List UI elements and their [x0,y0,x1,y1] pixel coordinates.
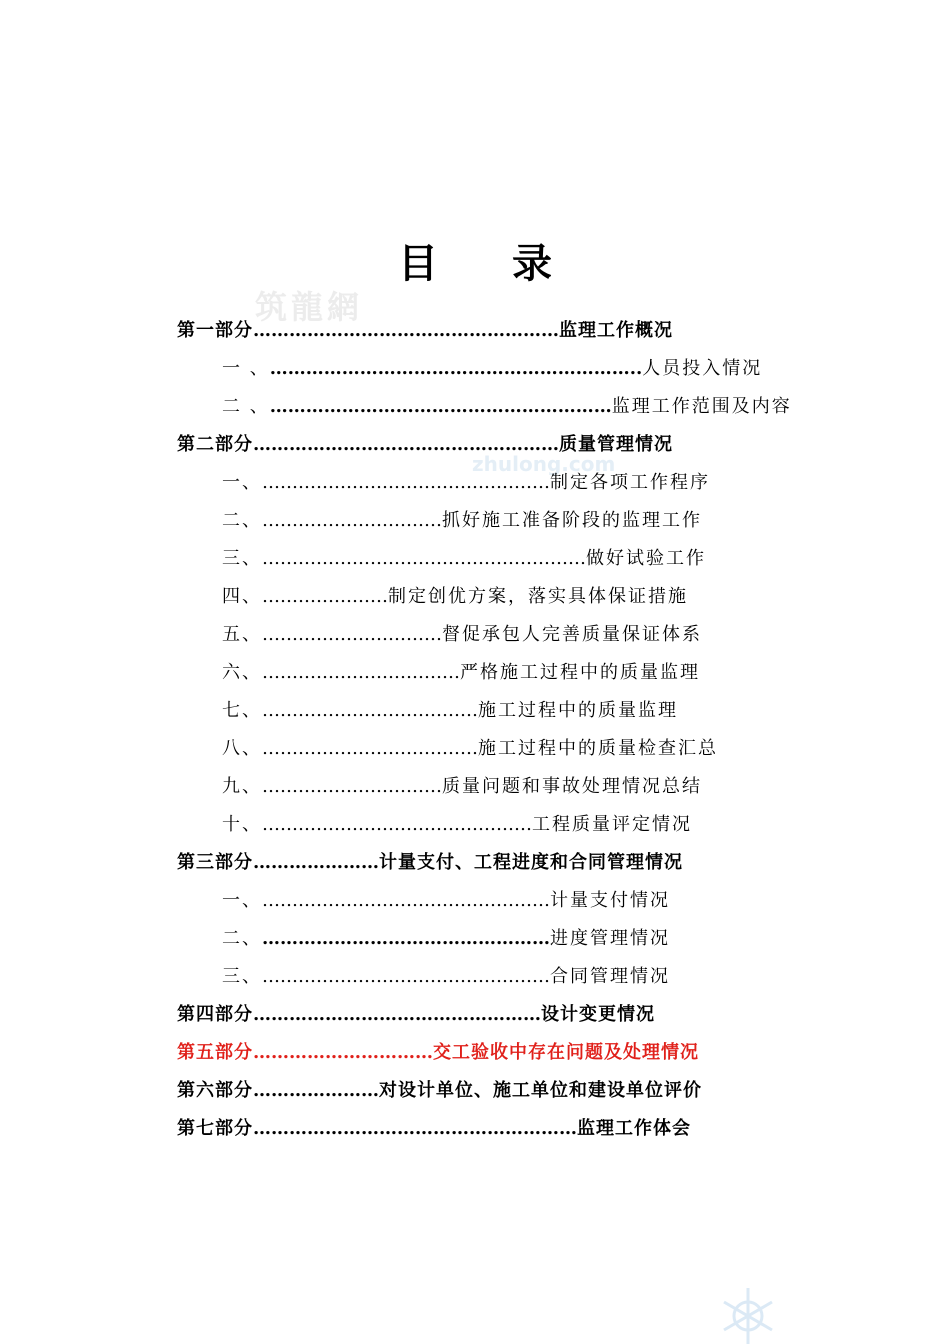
toc-entry-2-9[interactable] [222,772,702,802]
toc-entry-2-8[interactable] [222,734,718,764]
toc-label: 十、 [222,814,262,835]
toc-entry-part-1[interactable] [177,316,673,346]
toc-label: 第三部分 [177,852,253,873]
toc-text: 进度管理情况 [550,928,670,949]
toc-text: 人员投入情况 [642,358,763,379]
toc-leader: ………………………………………… [253,1004,541,1025]
toc-entry-part-3[interactable] [177,848,683,878]
toc-label: 六、 [222,662,262,683]
toc-text: 计量支付、工程进度和合同管理情况 [379,852,683,873]
toc-entry-2-2[interactable] [222,506,702,536]
toc-entry-part-2[interactable] [177,430,673,460]
toc-entry-3-3[interactable] [222,962,670,992]
toc-leader: …………………………………………… [253,434,559,455]
toc-entry-part-6[interactable] [177,1076,702,1106]
page-title: 目 录 [398,240,582,287]
watermark-snowflake-icon [716,1284,780,1344]
toc-label: 四、 [222,586,262,607]
toc-text: 督促承包人完善质量保证体系 [442,624,702,645]
toc-label: 三、 [222,548,262,569]
toc-text: 施工过程中的质量检查汇总 [478,738,718,759]
toc-label: 七、 [222,700,262,721]
toc-entry-3-1[interactable] [222,886,670,916]
toc-text: 监理工作范围及内容 [611,396,792,417]
toc-label: 一、 [222,890,262,911]
toc-entry-2-10[interactable] [222,810,692,840]
toc-entry-2-6[interactable] [222,658,700,688]
toc-leader: ………………………………………………… [269,396,612,417]
toc-text: 做好试验工作 [586,548,706,569]
toc-text: 对设计单位、施工单位和建设单位评价 [379,1080,702,1101]
toc-text: 质量管理情况 [559,434,673,455]
toc-leader: ………………………… [262,510,442,531]
toc-leader: ………………… [262,586,388,607]
toc-label: 第五部分 [177,1042,253,1063]
toc-entry-3-2[interactable] [222,924,670,954]
toc-label: 第六部分 [177,1080,253,1101]
toc-leader: ……………………………………… [262,814,532,835]
toc-leader: ………………………………………… [262,890,550,911]
watermark-url: zhulong.com [472,452,616,476]
toc-text: 质量问题和事故处理情况总结 [442,776,702,797]
toc-text: 制定各项工作程序 [550,472,710,493]
toc-leader: ………………… [253,1080,379,1101]
toc-label: 第四部分 [177,1004,253,1025]
toc-entry-2-1[interactable] [222,468,710,498]
toc-entry-2-4[interactable] [222,582,688,612]
toc-label: 二、 [222,510,262,531]
toc-leader: ………………… [253,852,379,873]
toc-label: 第一部分 [177,320,253,341]
toc-text: 制定创优方案，落实具体保证措施 [388,586,688,607]
toc-text: 工程质量评定情况 [532,814,692,835]
toc-entry-1-2[interactable] [222,392,792,422]
toc-entry-part-7[interactable] [177,1114,691,1144]
toc-entry-part-4[interactable] [177,1000,655,1030]
toc-text: 计量支付情况 [550,890,670,911]
toc-text: 监理工作体会 [577,1118,691,1139]
toc-leader: …………………………… [262,662,460,683]
toc-entry-2-5[interactable] [222,620,702,650]
toc-leader: ………………………… [262,776,442,797]
toc-leader: …………………………………………………….. [269,358,643,379]
toc-leader: ………………………… [253,1042,433,1063]
toc-text: 合同管理情况 [550,966,670,987]
toc-text: 设计变更情况 [541,1004,655,1025]
toc-label: 九、 [222,776,262,797]
toc-label: 一 、 [222,358,270,379]
watermark-brand: 筑龍網 [255,288,364,326]
toc-label: 二 、 [222,396,270,417]
toc-label: 第七部分 [177,1118,253,1139]
toc-label: 第二部分 [177,434,253,455]
toc-leader: ……………………………… [262,700,478,721]
toc-leader: …………………………………………… [253,320,559,341]
toc-entry-1-1[interactable] [222,354,762,384]
toc-entry-2-7[interactable] [222,696,678,726]
toc-text: 严格施工过程中的质量监理 [460,662,700,683]
toc-leader: ……………………………… [262,738,478,759]
toc-text: 交工验收中存在问题及处理情况 [433,1042,699,1063]
toc-entry-2-3[interactable] [222,544,706,574]
toc-leader: ………………………… [262,624,442,645]
toc-label: 八、 [222,738,262,759]
toc-leader: ……………………………………………… [262,548,586,569]
toc-label: 三、 [222,966,262,987]
toc-leader: ………………………………………… [262,472,550,493]
toc-label: 二、 [222,928,262,949]
toc-entry-part-5[interactable] [177,1038,699,1068]
toc-label: 五、 [222,624,262,645]
toc-label: 一、 [222,472,262,493]
toc-leader: ……………………………………………… [253,1118,577,1139]
toc-text: 监理工作概况 [559,320,673,341]
toc-leader: ………………………………………… [262,966,550,987]
toc-text: 施工过程中的质量监理 [478,700,678,721]
toc-text: 抓好施工准备阶段的监理工作 [442,510,702,531]
toc-leader: ………………………………………… [262,928,550,949]
